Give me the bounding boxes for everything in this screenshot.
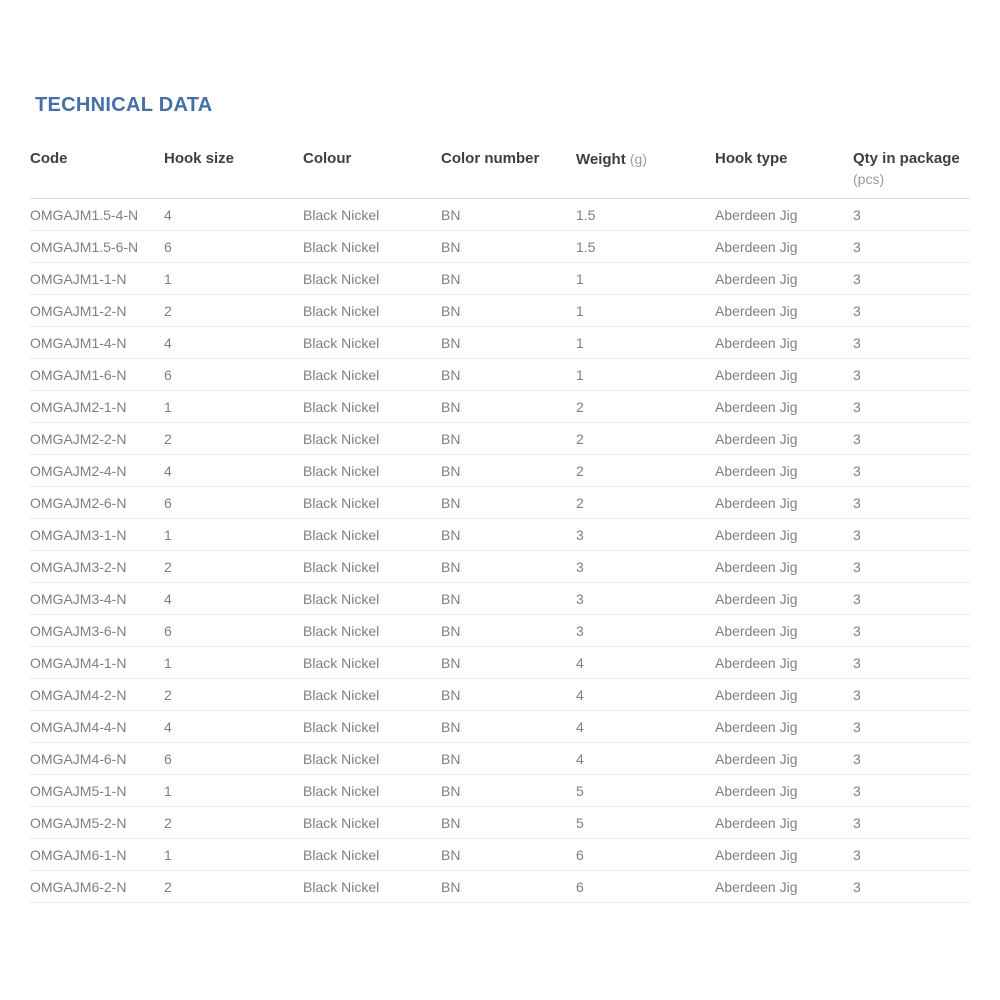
cell-hook-size: 2 (164, 871, 303, 903)
column-header-color-number (441, 147, 576, 199)
cell-hook-type: Aberdeen Jig (715, 807, 853, 839)
cell-code: OMGAJM4-2-N (30, 679, 164, 711)
cell-weight: 6 (576, 839, 715, 871)
cell-weight: 4 (576, 743, 715, 775)
cell-colour: Black Nickel (303, 615, 441, 647)
cell-colour: Black Nickel (303, 647, 441, 679)
cell-color-number: BN (441, 519, 576, 551)
cell-color-number: BN (441, 295, 576, 327)
cell-hook-size: 1 (164, 839, 303, 871)
cell-color-number: BN (441, 455, 576, 487)
column-header-weight (576, 147, 715, 199)
cell-weight: 4 (576, 647, 715, 679)
cell-hook-type: Aberdeen Jig (715, 519, 853, 551)
cell-weight: 3 (576, 519, 715, 551)
column-label: Hook type (715, 150, 788, 167)
cell-color-number: BN (441, 839, 576, 871)
column-header-hook-type (715, 147, 853, 199)
cell-qty: 3 (853, 871, 970, 903)
cell-qty: 3 (853, 551, 970, 583)
cell-hook-type: Aberdeen Jig (715, 295, 853, 327)
cell-hook-type: Aberdeen Jig (715, 679, 853, 711)
cell-qty: 3 (853, 199, 970, 231)
cell-colour: Black Nickel (303, 807, 441, 839)
cell-color-number: BN (441, 775, 576, 807)
cell-color-number: BN (441, 551, 576, 583)
table-row (30, 199, 970, 231)
cell-hook-type: Aberdeen Jig (715, 359, 853, 391)
column-label: Qty in package (853, 150, 960, 167)
table-row (30, 807, 970, 839)
cell-hook-size: 1 (164, 391, 303, 423)
cell-colour: Black Nickel (303, 455, 441, 487)
cell-hook-size: 2 (164, 423, 303, 455)
cell-qty: 3 (853, 743, 970, 775)
cell-hook-size: 1 (164, 647, 303, 679)
cell-color-number: BN (441, 199, 576, 231)
cell-color-number: BN (441, 583, 576, 615)
cell-hook-size: 2 (164, 295, 303, 327)
cell-hook-type: Aberdeen Jig (715, 615, 853, 647)
column-label: Code (30, 150, 68, 167)
cell-color-number: BN (441, 359, 576, 391)
table-row (30, 231, 970, 263)
table-row (30, 679, 970, 711)
cell-colour: Black Nickel (303, 583, 441, 615)
cell-hook-size: 2 (164, 679, 303, 711)
cell-hook-type: Aberdeen Jig (715, 711, 853, 743)
cell-hook-size: 4 (164, 583, 303, 615)
cell-code: OMGAJM4-4-N (30, 711, 164, 743)
page-title: TECHNICAL DATA (35, 94, 213, 116)
cell-hook-size: 2 (164, 807, 303, 839)
cell-qty: 3 (853, 807, 970, 839)
cell-colour: Black Nickel (303, 775, 441, 807)
column-label: Color number (441, 150, 540, 167)
cell-hook-size: 1 (164, 775, 303, 807)
table-row (30, 263, 970, 295)
cell-color-number: BN (441, 647, 576, 679)
column-header-code (30, 147, 164, 199)
table-row (30, 423, 970, 455)
cell-colour: Black Nickel (303, 295, 441, 327)
column-header-hook-size (164, 147, 303, 199)
cell-qty: 3 (853, 711, 970, 743)
table-body (30, 199, 970, 903)
cell-colour: Black Nickel (303, 263, 441, 295)
cell-colour: Black Nickel (303, 391, 441, 423)
cell-colour: Black Nickel (303, 231, 441, 263)
cell-code: OMGAJM3-2-N (30, 551, 164, 583)
cell-hook-size: 6 (164, 743, 303, 775)
cell-hook-type: Aberdeen Jig (715, 583, 853, 615)
cell-weight: 1.5 (576, 231, 715, 263)
cell-weight: 2 (576, 487, 715, 519)
table-row (30, 359, 970, 391)
cell-hook-size: 6 (164, 615, 303, 647)
cell-qty: 3 (853, 295, 970, 327)
cell-colour: Black Nickel (303, 519, 441, 551)
cell-weight: 5 (576, 775, 715, 807)
table-row (30, 711, 970, 743)
column-label: Weight (576, 151, 626, 168)
cell-hook-type: Aberdeen Jig (715, 871, 853, 903)
cell-code: OMGAJM4-6-N (30, 743, 164, 775)
table-row (30, 871, 970, 903)
cell-hook-type: Aberdeen Jig (715, 647, 853, 679)
table-row (30, 743, 970, 775)
table-row (30, 647, 970, 679)
cell-weight: 3 (576, 583, 715, 615)
cell-weight: 4 (576, 679, 715, 711)
table-row (30, 615, 970, 647)
cell-weight: 2 (576, 423, 715, 455)
cell-hook-size: 1 (164, 519, 303, 551)
cell-hook-size: 4 (164, 199, 303, 231)
cell-hook-size: 4 (164, 327, 303, 359)
cell-code: OMGAJM5-2-N (30, 807, 164, 839)
cell-colour: Black Nickel (303, 679, 441, 711)
cell-code: OMGAJM4-1-N (30, 647, 164, 679)
cell-weight: 1 (576, 295, 715, 327)
cell-code: OMGAJM1-4-N (30, 327, 164, 359)
cell-code: OMGAJM1-6-N (30, 359, 164, 391)
table-row (30, 295, 970, 327)
cell-color-number: BN (441, 615, 576, 647)
cell-hook-type: Aberdeen Jig (715, 199, 853, 231)
cell-hook-type: Aberdeen Jig (715, 551, 853, 583)
cell-colour: Black Nickel (303, 743, 441, 775)
table-header-row (30, 147, 970, 199)
table-row (30, 839, 970, 871)
cell-weight: 3 (576, 551, 715, 583)
column-unit: (g) (629, 151, 648, 167)
cell-weight: 4 (576, 711, 715, 743)
cell-weight: 2 (576, 455, 715, 487)
cell-qty: 3 (853, 647, 970, 679)
cell-qty: 3 (853, 583, 970, 615)
cell-hook-type: Aberdeen Jig (715, 231, 853, 263)
cell-color-number: BN (441, 871, 576, 903)
cell-colour: Black Nickel (303, 487, 441, 519)
column-label: Colour (303, 150, 352, 167)
cell-code: OMGAJM5-1-N (30, 775, 164, 807)
cell-color-number: BN (441, 487, 576, 519)
cell-color-number: BN (441, 231, 576, 263)
cell-hook-type: Aberdeen Jig (715, 775, 853, 807)
cell-qty: 3 (853, 615, 970, 647)
technical-data-table (30, 147, 970, 903)
cell-code: OMGAJM2-1-N (30, 391, 164, 423)
cell-hook-type: Aberdeen Jig (715, 455, 853, 487)
cell-code: OMGAJM3-1-N (30, 519, 164, 551)
cell-qty: 3 (853, 327, 970, 359)
cell-code: OMGAJM6-2-N (30, 871, 164, 903)
cell-hook-type: Aberdeen Jig (715, 391, 853, 423)
column-label: Hook size (164, 150, 235, 167)
cell-code: OMGAJM1.5-4-N (30, 199, 164, 231)
cell-qty: 3 (853, 519, 970, 551)
cell-qty: 3 (853, 455, 970, 487)
cell-weight: 1.5 (576, 199, 715, 231)
cell-qty: 3 (853, 487, 970, 519)
cell-hook-size: 6 (164, 487, 303, 519)
cell-hook-size: 1 (164, 263, 303, 295)
table-row (30, 583, 970, 615)
cell-colour: Black Nickel (303, 871, 441, 903)
cell-code: OMGAJM2-4-N (30, 455, 164, 487)
cell-weight: 2 (576, 391, 715, 423)
cell-colour: Black Nickel (303, 199, 441, 231)
column-unit: (pcs) (853, 171, 885, 187)
cell-color-number: BN (441, 423, 576, 455)
cell-weight: 3 (576, 615, 715, 647)
cell-weight: 1 (576, 327, 715, 359)
column-header-colour (303, 147, 441, 199)
cell-hook-size: 2 (164, 551, 303, 583)
table-header (30, 147, 970, 199)
cell-hook-size: 4 (164, 455, 303, 487)
cell-weight: 1 (576, 359, 715, 391)
cell-hook-type: Aberdeen Jig (715, 487, 853, 519)
cell-hook-size: 6 (164, 231, 303, 263)
cell-weight: 6 (576, 871, 715, 903)
cell-qty: 3 (853, 775, 970, 807)
table-row (30, 391, 970, 423)
table-row (30, 327, 970, 359)
cell-hook-type: Aberdeen Jig (715, 839, 853, 871)
column-header-qty (853, 147, 970, 199)
cell-code: OMGAJM3-6-N (30, 615, 164, 647)
cell-colour: Black Nickel (303, 327, 441, 359)
cell-code: OMGAJM1-2-N (30, 295, 164, 327)
cell-colour: Black Nickel (303, 359, 441, 391)
cell-qty: 3 (853, 679, 970, 711)
cell-color-number: BN (441, 711, 576, 743)
cell-code: OMGAJM1.5-6-N (30, 231, 164, 263)
cell-code: OMGAJM6-1-N (30, 839, 164, 871)
table-row (30, 487, 970, 519)
cell-qty: 3 (853, 231, 970, 263)
cell-colour: Black Nickel (303, 423, 441, 455)
cell-hook-type: Aberdeen Jig (715, 327, 853, 359)
cell-code: OMGAJM1-1-N (30, 263, 164, 295)
table-row (30, 551, 970, 583)
cell-color-number: BN (441, 679, 576, 711)
cell-qty: 3 (853, 839, 970, 871)
cell-colour: Black Nickel (303, 839, 441, 871)
cell-hook-size: 4 (164, 711, 303, 743)
cell-colour: Black Nickel (303, 551, 441, 583)
cell-color-number: BN (441, 743, 576, 775)
cell-color-number: BN (441, 327, 576, 359)
table-row (30, 775, 970, 807)
cell-qty: 3 (853, 391, 970, 423)
cell-color-number: BN (441, 807, 576, 839)
cell-weight: 1 (576, 263, 715, 295)
cell-code: OMGAJM2-6-N (30, 487, 164, 519)
cell-code: OMGAJM3-4-N (30, 583, 164, 615)
table-row (30, 519, 970, 551)
cell-qty: 3 (853, 263, 970, 295)
cell-code: OMGAJM2-2-N (30, 423, 164, 455)
cell-color-number: BN (441, 391, 576, 423)
cell-hook-type: Aberdeen Jig (715, 743, 853, 775)
cell-weight: 5 (576, 807, 715, 839)
cell-qty: 3 (853, 423, 970, 455)
cell-qty: 3 (853, 359, 970, 391)
table-row (30, 455, 970, 487)
cell-hook-type: Aberdeen Jig (715, 423, 853, 455)
cell-color-number: BN (441, 263, 576, 295)
cell-hook-size: 6 (164, 359, 303, 391)
cell-hook-type: Aberdeen Jig (715, 263, 853, 295)
cell-colour: Black Nickel (303, 711, 441, 743)
